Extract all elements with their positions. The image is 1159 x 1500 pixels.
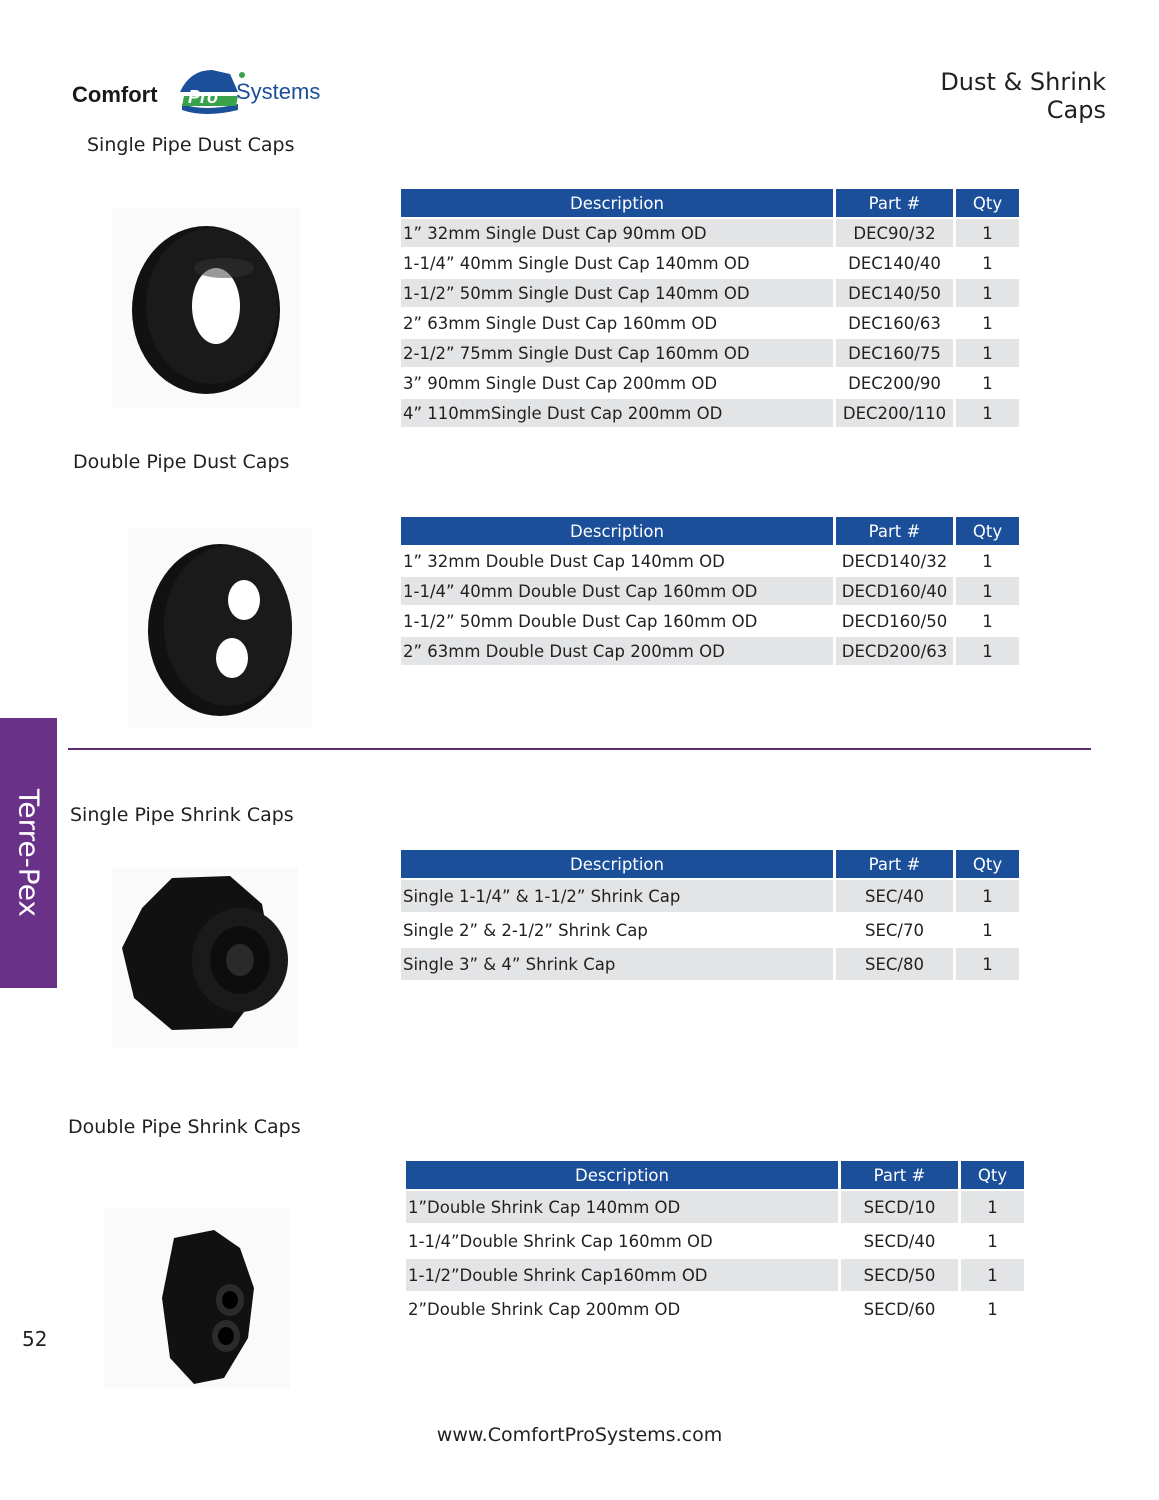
cell-part: DECD140/32 <box>836 547 956 577</box>
logo-pro-text: Pro <box>188 87 219 107</box>
page-number: 52 <box>22 1327 48 1351</box>
cell-description: 1-1/4” 40mm Double Dust Cap 160mm OD <box>401 577 836 607</box>
cell-part: DEC140/40 <box>836 249 956 279</box>
section-divider <box>68 748 1091 750</box>
single-dust-cap-image <box>112 208 300 408</box>
single-shrink-cap-image <box>112 868 298 1048</box>
cell-part: SEC/70 <box>836 914 956 948</box>
cell-part: SECD/10 <box>841 1191 961 1225</box>
cell-description: 1” 32mm Single Dust Cap 90mm OD <box>401 219 836 249</box>
cell-part: DEC160/63 <box>836 309 956 339</box>
page-title: Dust & Shrink Caps <box>940 68 1106 124</box>
table-row <box>401 880 1019 914</box>
cell-part: DECD160/40 <box>836 577 956 607</box>
footer-website-link[interactable]: www.ComfortProSystems.com <box>436 1424 723 1446</box>
column-header-description: Description <box>401 517 836 547</box>
cell-qty: 1 <box>956 948 1019 982</box>
cell-qty: 1 <box>956 219 1019 249</box>
cell-qty: 1 <box>956 309 1019 339</box>
double-shrink-cap-table <box>406 1161 1024 1327</box>
table-row <box>401 607 1019 637</box>
cell-description: 2” 63mm Double Dust Cap 200mm OD <box>401 637 836 667</box>
logo-systems-text: Systems <box>236 79 321 104</box>
cell-part: DEC200/110 <box>836 399 956 429</box>
table-row <box>401 279 1019 309</box>
comfortpro-logo <box>70 66 330 126</box>
table-row <box>401 577 1019 607</box>
cell-qty: 1 <box>956 279 1019 309</box>
cell-part: SEC/40 <box>836 880 956 914</box>
cell-qty: 1 <box>961 1293 1024 1327</box>
cell-part: DEC90/32 <box>836 219 956 249</box>
cell-part: DECD200/63 <box>836 637 956 667</box>
table-row <box>401 369 1019 399</box>
cell-description: 1-1/4” 40mm Single Dust Cap 140mm OD <box>401 249 836 279</box>
cell-qty: 1 <box>961 1259 1024 1293</box>
section-title-double-dust: Double Pipe Dust Caps <box>73 451 290 473</box>
cell-description: 2” 63mm Single Dust Cap 160mm OD <box>401 309 836 339</box>
single-dust-cap-table <box>401 189 1019 429</box>
column-header-part: Part # <box>841 1161 961 1191</box>
cell-qty: 1 <box>956 577 1019 607</box>
cell-description: 1-1/2” 50mm Single Dust Cap 140mm OD <box>401 279 836 309</box>
cell-part: DECD160/50 <box>836 607 956 637</box>
cell-part: SECD/50 <box>841 1259 961 1293</box>
section-title-single-shrink: Single Pipe Shrink Caps <box>70 804 294 826</box>
column-header-qty: Qty <box>956 189 1019 219</box>
cell-description: 4” 110mmSingle Dust Cap 200mm OD <box>401 399 836 429</box>
logo-graphic <box>70 66 330 126</box>
cell-description: 3” 90mm Single Dust Cap 200mm OD <box>401 369 836 399</box>
cell-description: Single 1-1/4” & 1-1/2” Shrink Cap <box>401 880 836 914</box>
cell-description: Single 2” & 2-1/2” Shrink Cap <box>401 914 836 948</box>
table-row <box>401 547 1019 577</box>
cell-description: 1-1/2” 50mm Double Dust Cap 160mm OD <box>401 607 836 637</box>
cell-qty: 1 <box>956 880 1019 914</box>
table-row <box>401 309 1019 339</box>
table-row <box>406 1293 1024 1327</box>
column-header-part: Part # <box>836 850 956 880</box>
cell-part: SECD/60 <box>841 1293 961 1327</box>
column-header-qty: Qty <box>961 1161 1024 1191</box>
table-row <box>401 914 1019 948</box>
cell-part: SECD/40 <box>841 1225 961 1259</box>
table-row <box>406 1191 1024 1225</box>
cell-qty: 1 <box>956 369 1019 399</box>
cell-description: 1”Double Shrink Cap 140mm OD <box>406 1191 841 1225</box>
cell-qty: 1 <box>961 1191 1024 1225</box>
table-row <box>406 1225 1024 1259</box>
table-row <box>401 249 1019 279</box>
table-row <box>401 637 1019 667</box>
section-title-double-shrink: Double Pipe Shrink Caps <box>68 1116 301 1138</box>
column-header-description: Description <box>406 1161 841 1191</box>
cell-description: Single 3” & 4” Shrink Cap <box>401 948 836 982</box>
table-row <box>401 219 1019 249</box>
column-header-description: Description <box>401 189 836 219</box>
column-header-qty: Qty <box>956 850 1019 880</box>
cell-qty: 1 <box>956 249 1019 279</box>
table-row <box>401 948 1019 982</box>
cell-part: DEC200/90 <box>836 369 956 399</box>
cell-qty: 1 <box>956 399 1019 429</box>
double-dust-cap-image <box>128 528 312 728</box>
cell-part: SEC/80 <box>836 948 956 982</box>
cell-description: 1-1/4”Double Shrink Cap 160mm OD <box>406 1225 841 1259</box>
column-header-part: Part # <box>836 189 956 219</box>
cell-qty: 1 <box>956 339 1019 369</box>
cell-description: 2-1/2” 75mm Single Dust Cap 160mm OD <box>401 339 836 369</box>
table-row <box>401 399 1019 429</box>
table-row <box>401 339 1019 369</box>
double-shrink-cap-image <box>104 1208 290 1388</box>
cell-part: DEC160/75 <box>836 339 956 369</box>
cell-qty: 1 <box>956 607 1019 637</box>
double-dust-cap-table <box>401 517 1019 667</box>
column-header-part: Part # <box>836 517 956 547</box>
cell-qty: 1 <box>956 914 1019 948</box>
logo-comfort-text: Comfort <box>72 82 158 107</box>
cell-qty: 1 <box>961 1225 1024 1259</box>
table-row <box>406 1259 1024 1293</box>
cell-description: 2”Double Shrink Cap 200mm OD <box>406 1293 841 1327</box>
side-tab-label: Terre-Pex <box>12 788 45 918</box>
side-tab <box>0 718 57 988</box>
column-header-description: Description <box>401 850 836 880</box>
cell-qty: 1 <box>956 547 1019 577</box>
single-shrink-cap-table <box>401 850 1019 982</box>
cell-description: 1” 32mm Double Dust Cap 140mm OD <box>401 547 836 577</box>
cell-part: DEC140/50 <box>836 279 956 309</box>
cell-description: 1-1/2”Double Shrink Cap160mm OD <box>406 1259 841 1293</box>
column-header-qty: Qty <box>956 517 1019 547</box>
cell-qty: 1 <box>956 637 1019 667</box>
section-title-single-dust: Single Pipe Dust Caps <box>87 134 295 156</box>
